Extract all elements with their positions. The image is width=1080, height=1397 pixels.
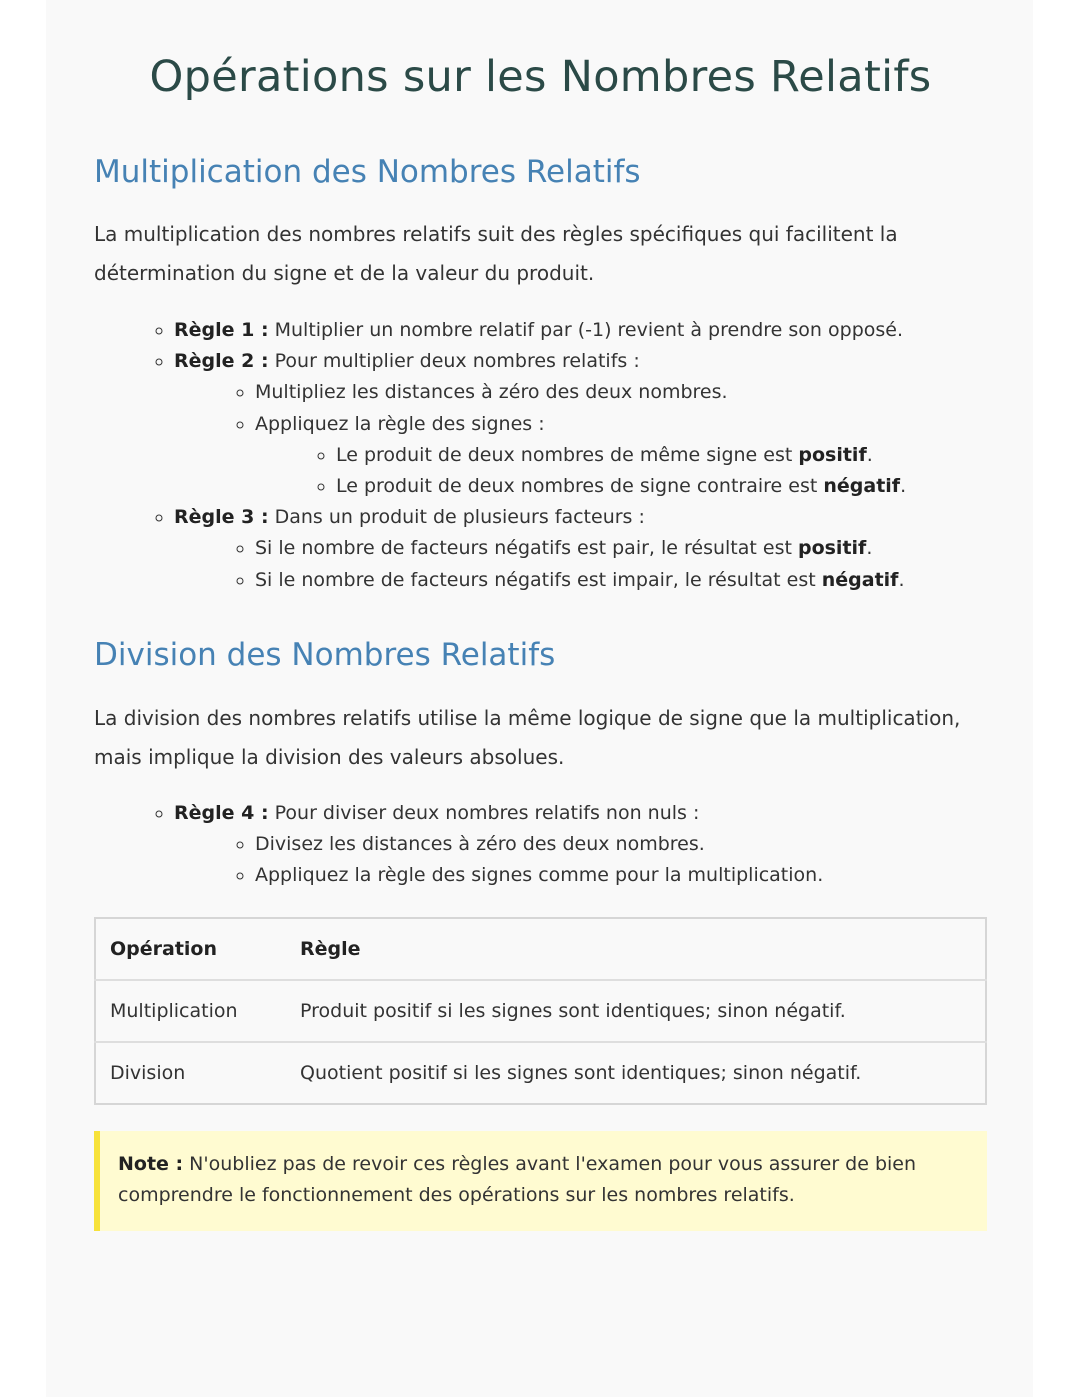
rule-text: Le produit de deux nombres de même signe est [336,443,799,466]
rule-text: Pour multiplier deux nombres relatifs : [268,350,640,373]
punct: . [866,443,873,466]
rule-text: Pour diviser deux nombres relatifs non nuls : [268,802,700,824]
table-cell: Multiplication [95,980,286,1042]
emphasis: positif [797,537,867,560]
table-cell: Division [95,1042,286,1104]
list-item [336,440,987,471]
rule-text: Dans un produit de plusieurs facteurs : [268,506,645,529]
list-item [255,409,987,503]
document-page [46,0,1033,1397]
table-row [95,1042,986,1104]
table-cell: Quotient positif si les signes sont identiques; sinon négatif. [286,1042,986,1104]
list-item-rule-1 [174,315,987,346]
division-intro: La division des nombres relatifs utilise la même logique de signe que la multiplication, mais implique la division des valeurs absolues. [94,706,961,769]
rule-text: Le produit de deux nombres de signe contraire est [336,475,824,498]
list-item-rule-3 [174,502,987,596]
page-title: Opérations sur les Nombres Relatifs [149,52,932,102]
table-row [95,980,986,1042]
table-cell: Produit positif si les signes sont identiques; sinon négatif. [286,980,986,1042]
list-item [255,533,987,564]
rules-table [94,917,987,1105]
list-item: ◦ Multipliez les distances à zéro des deux nombres. [255,377,987,408]
column-header: Opération [110,938,218,960]
list-item: ◦ Appliquez la règle des signes comme pour la multiplication. [255,860,987,891]
list-item-rule-2 [174,346,987,502]
rule-text: Si le nombre de facteurs négatifs est impair, le résultat est [255,568,822,591]
list-item-rule-4 [174,798,987,892]
note-text: N'oubliez pas de revoir ces règles avant l'examen pour vous assurer de bien comprendre le fonctionnement des opérations sur les nombres relatifs. [118,1153,917,1206]
rule-text: Si le nombre de facteurs négatifs est pair, le résultat est [255,537,798,560]
punct: . [866,537,873,560]
rule-text: Appliquez la règle des signes : [255,412,545,435]
rule-label: Règle 2 : [174,350,269,373]
rule-text: Multiplier un nombre relatif par (-1) revient à prendre son opposé. [268,319,904,341]
rule-label: Règle 1 : [174,319,269,341]
rule-label: Règle 3 : [174,506,269,529]
column-header: Règle [300,938,361,960]
emphasis: négatif [821,568,899,591]
list-item: ◦ Divisez les distances à zéro des deux nombres. [255,829,987,860]
multiplication-intro: La multiplication des nombres relatifs suit des règles spécifiques qui facilitent la détermination du signe et de la valeur du produit. [94,222,898,285]
punct: . [898,568,905,591]
table-header-row [95,918,986,980]
division-rules-list [94,798,987,892]
emphasis: négatif [823,475,901,498]
note-callout [94,1131,987,1231]
emphasis: positif [798,443,867,466]
section-heading-division: Division des Nombres Relatifs [94,637,556,673]
rule-label: Règle 4 : [174,802,269,824]
list-item [336,471,987,502]
multiplication-rules-list [94,315,987,596]
note-label: Note : [118,1153,184,1175]
list-item [255,565,987,596]
section-heading-multiplication: Multiplication des Nombres Relatifs [94,154,641,190]
punct: . [900,475,907,498]
